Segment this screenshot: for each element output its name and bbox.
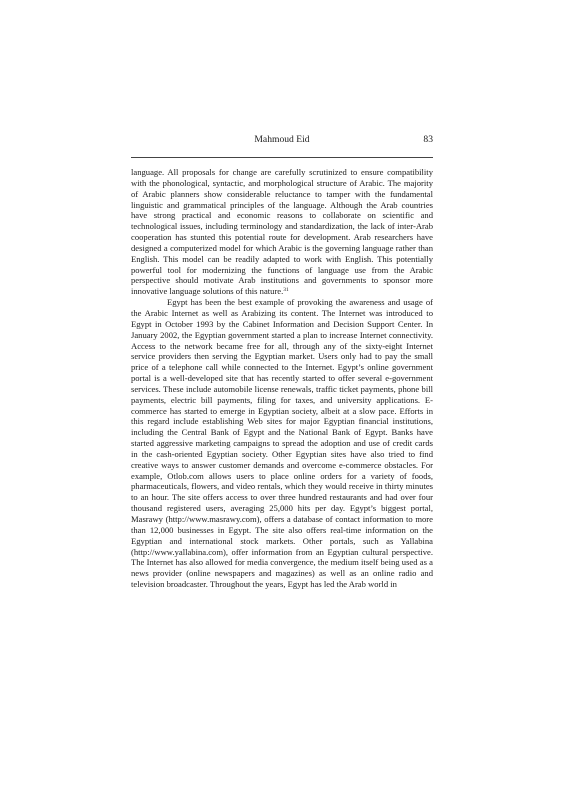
body-text (131, 167, 433, 590)
paragraph-2 (131, 297, 433, 590)
footnote-marker: 31 (283, 287, 289, 294)
paragraph-2-text: Egypt has been the best example of provoking the awareness and usage of the Arabic Internet as well as Arabizing its content. The Internet was introduced to Egypt in October 1993 by the Cabinet Information and Decision Support Center. In January 2002, the Egyptian government started a plan to increase Internet connectivity. Access to the network became free for all, through any of the sixty-eight Internet service providers then serving the Egyptian market. Users only had to pay the small price of a telephone call while connected to the Internet. Egypt’s online government portal is a well-developed site that has recently started to offer several e-government services. These include automobile license renewals, traffic ticket payments, phone bill payments, electric bill payments, filing for taxes, and university applications. E-commerce has started to emerge in Egyptian society, albeit at a slow pace. Efforts in this regard include establishing Web sites for major Egyptian financial institutions, including the Central Bank of Egypt and the National Bank of Egypt. Banks have started aggressive marketing campaigns to spread the adoption and use of credit cards in the cash-oriented Egyptian society. Other Egyptian sites have also tried to find creative ways to answer customer demands and overcome e-commerce obstacles. For example, Otlob.com allows users to place online orders for a variety of foods, pharmaceuticals, flowers, and video rentals, which they would receive in thirty minutes to an hour. The site offers access to over three hundred restaurants and had over four thousand registered users, averaging 25,000 hits per day. Egypt’s biggest portal, Masrawy (http://www.masrawy.com), offers a database of contact information to more than 12,000 businesses in Egypt. The site also offers real-time information on the Egyptian and international stock markets. Other portals, such as Yallabina (http://www.yallabina.com), offer information from an Egyptian cultural perspective. The Internet has also allowed for media convergence, the medium itself being used as a news provider (online newspapers and magazines) as well as an online radio and television broadcaster. Throughout the years, Egypt has led the Arab world in (131, 297, 433, 590)
header-rule (131, 157, 433, 158)
paragraph-1 (131, 167, 433, 297)
running-head-author: Mahmoud Eid (254, 134, 310, 145)
running-header (131, 134, 433, 148)
paragraph-1-text: language. All proposals for change are carefully scrutinized to ensure compatibility with the phonological, syntactic, and morphological structure of Arabic. The majority of Arabic planners show considerable reluctance to tamper with the fundamental linguistic and grammatical principles of the language. Although the Arab countries have strong practical and economic reasons to collaborate on scientific and technological issues, including terminology and standardization, the lack of inter-Arab cooperation has stunted this potential route for development. Arab researchers have designed a computerized model for which Arabic is the governing language rather than English. This model can be readily adapted to work with English. This potentially powerful tool for modernizing the functions of language use from the Arabic perspective should motivate Arab institutions and governments to sponsor more innovative language solutions of this nature. (131, 167, 433, 297)
page-number: 83 (423, 134, 433, 145)
